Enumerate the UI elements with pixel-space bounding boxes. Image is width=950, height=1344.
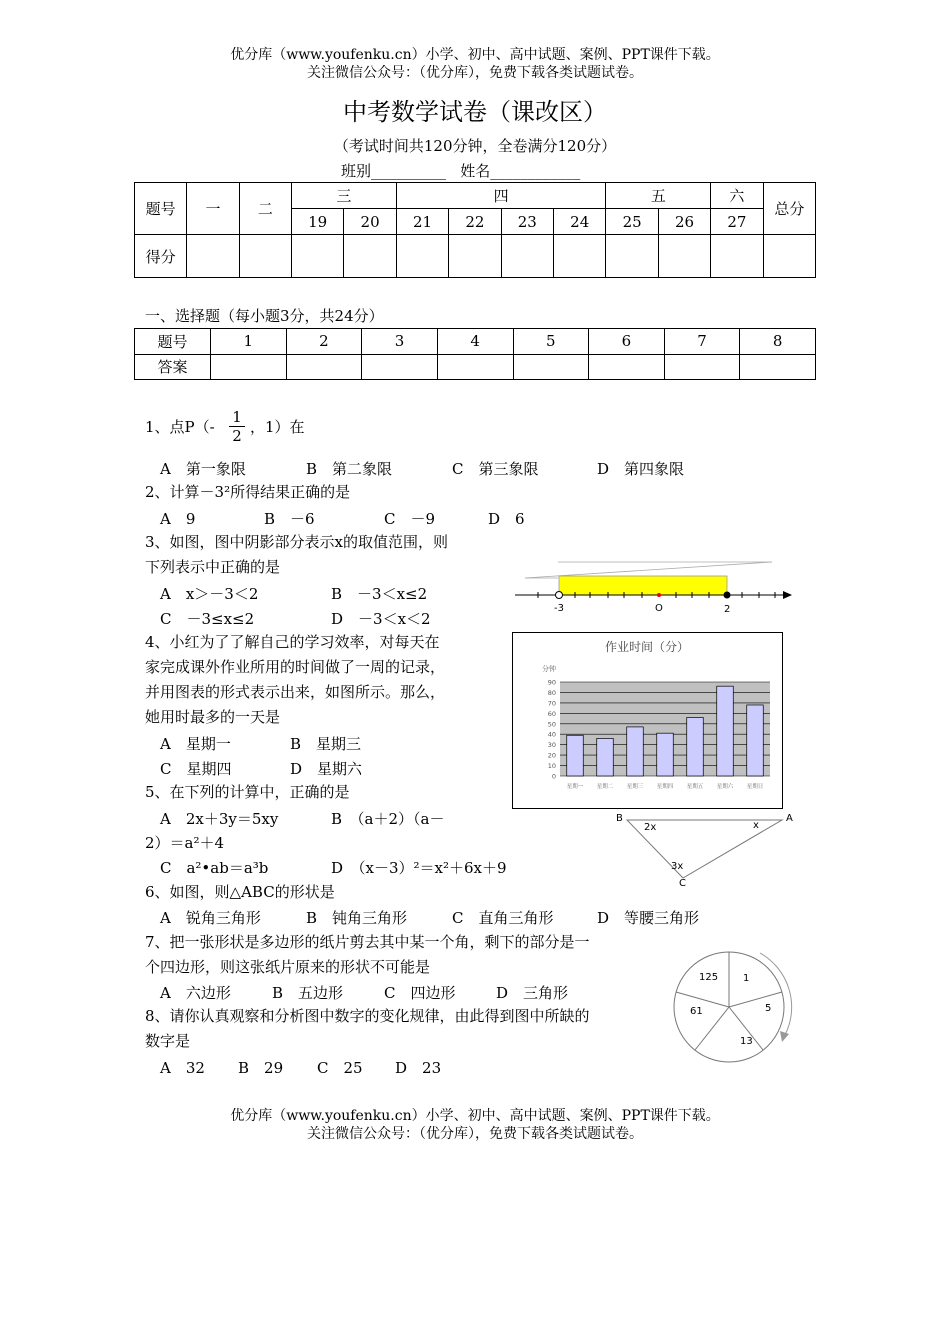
score-num: 24: [554, 209, 606, 235]
answer-th-daan: 答案: [135, 354, 211, 380]
q5-option-b-cont: 2）＝a²＋4: [145, 834, 225, 852]
rotation-arrow-head-icon: [780, 1031, 789, 1042]
q7-text-line1: 7、把一张形状是多边形的纸片剪去其中某一个角，剩下的部分是一: [145, 933, 590, 951]
q1-option-d[interactable]: D 第四象限: [597, 460, 685, 478]
number-line-figure: [510, 558, 800, 618]
name-line: 班别__________ 姓名____________: [341, 162, 581, 180]
chart-ytick-label: 10: [547, 762, 556, 771]
q8-option-c[interactable]: C 25: [317, 1059, 363, 1077]
circle-number: 5: [765, 1003, 772, 1014]
q3-text-line1: 3、如图，图中阴影部分表示x的取值范围，则: [145, 533, 449, 551]
q1-text-post: ，1）在: [250, 418, 305, 436]
footer-line-2: 关注微信公众号：（优分库），免费下载各类试题试卷。: [307, 1126, 643, 1142]
q1-fraction-num: 1: [232, 408, 242, 426]
chart-ytick-label: 70: [547, 699, 556, 708]
chart-xtick-label: 星期五: [686, 784, 704, 790]
chart-bar: [717, 686, 734, 776]
header-line-2: 关注微信公众号：（优分库），免费下载各类试题试卷。: [307, 65, 643, 81]
answer-num: 1: [211, 329, 287, 355]
arrow-right-icon: [783, 591, 792, 599]
q4-text-line1: 4、小红为了了解自己的学习效率，对每天在: [145, 633, 440, 651]
q7-text-line2: 个四边形，则这张纸片原来的形状不可能是: [145, 958, 431, 976]
score-th-tihao: 题号: [135, 183, 187, 235]
score-cell[interactable]: [187, 235, 239, 278]
chart-bar: [657, 733, 674, 776]
chart-title: 作业时间（分）: [604, 640, 690, 654]
q3-option-d[interactable]: D －3＜x＜2: [331, 610, 431, 628]
q4-option-a[interactable]: A 星期一: [160, 735, 231, 753]
chart-ytick-label: 90: [547, 678, 556, 687]
q7-option-c[interactable]: C 四边形: [384, 984, 456, 1002]
q4-text-line4: 她用时最多的一天是: [145, 708, 281, 726]
closed-circle-2: [724, 592, 731, 599]
q1-option-c[interactable]: C 第三象限: [452, 460, 539, 478]
q8-text-line2: 数字是: [145, 1032, 191, 1050]
q4-option-b[interactable]: B 星期三: [290, 735, 362, 753]
q5-option-b[interactable]: B （a＋2）（a－: [331, 810, 445, 828]
q8-option-d[interactable]: D 23: [395, 1059, 442, 1077]
header-line-1: 优分库（www.youfenku.cn）小学、初中、高中试题、案例、PPT课件下载。: [230, 47, 720, 63]
score-num: 27: [711, 209, 763, 235]
circle-number: 13: [740, 1036, 753, 1047]
answer-num: 6: [589, 329, 665, 355]
q2-option-c[interactable]: C －9: [384, 510, 436, 528]
q2-option-b[interactable]: B －6: [264, 510, 315, 528]
chart-xtick-label: 星期一: [566, 784, 584, 790]
chart-xtick-label: 星期日: [746, 784, 764, 790]
chart-bar: [597, 738, 614, 776]
chart-bar: [747, 705, 764, 776]
footer-line-1: 优分库（www.youfenku.cn）小学、初中、高中试题、案例、PPT课件下载。: [230, 1108, 720, 1124]
chart-bar: [627, 727, 644, 776]
q7-option-a[interactable]: A 六边形: [160, 984, 231, 1002]
answer-num: 5: [513, 329, 589, 355]
score-th-sec1: 一: [187, 183, 239, 235]
score-cell[interactable]: [763, 235, 815, 278]
score-num: 19: [291, 209, 343, 235]
q3-option-a[interactable]: A x＞－3＜2: [160, 585, 259, 603]
score-cell[interactable]: [449, 235, 501, 278]
chart-ytick-label: 50: [547, 720, 556, 729]
score-th-total: 总分: [763, 183, 815, 235]
q1-option-b[interactable]: B 第二象限: [306, 460, 393, 478]
chart-ytick-label: 60: [547, 709, 556, 718]
number-line-guide: [525, 562, 772, 578]
q4-option-d[interactable]: D 星期六: [290, 760, 363, 778]
vertex-c: C: [679, 878, 686, 889]
q5-option-a[interactable]: A 2x＋3y＝5xy: [160, 810, 279, 828]
score-num: 21: [396, 209, 448, 235]
answer-num: 7: [664, 329, 740, 355]
score-num: 22: [449, 209, 501, 235]
q6-option-b[interactable]: B 钝角三角形: [306, 909, 408, 927]
q2-option-a[interactable]: A 9: [160, 510, 196, 528]
q5-text: 5、在下列的计算中，正确的是: [145, 783, 350, 801]
chart-ytick-label: 20: [547, 751, 556, 760]
score-th-sec2: 二: [239, 183, 291, 235]
q6-option-c[interactable]: C 直角三角形: [452, 909, 554, 927]
chart-ytick-label: 30: [547, 741, 556, 750]
score-th-sec4: 四: [396, 183, 606, 209]
subtitle: （考试时间共120分钟，全卷满分120分）: [333, 137, 617, 155]
q3-option-c[interactable]: C －3≤x≤2: [160, 610, 255, 628]
score-cell[interactable]: [396, 235, 448, 278]
q8-option-b[interactable]: B 29: [238, 1059, 284, 1077]
answer-num: 8: [740, 329, 816, 355]
q1-text-pre: 1、点P（-: [145, 418, 215, 436]
label-2: 2: [724, 604, 731, 615]
answer-th-tihao: 题号: [135, 329, 211, 355]
score-cell[interactable]: [501, 235, 553, 278]
chart-bar: [567, 735, 584, 776]
score-th-sec3: 三: [291, 183, 396, 209]
q2-text: 2、计算－3²所得结果正确的是: [145, 483, 351, 501]
answer-cell[interactable]: [286, 354, 362, 380]
triangle-figure: [610, 808, 800, 890]
q4-text-line2: 家完成课外作业所用的时间做了一周的记录，: [145, 658, 446, 676]
score-cell[interactable]: [711, 235, 763, 278]
q1-fraction-den: 2: [232, 427, 242, 445]
chart-ytick-label: 0: [551, 772, 556, 781]
q3-text-line2: 下列表示中正确的是: [145, 558, 281, 576]
chart-xtick-label: 星期六: [716, 784, 734, 790]
chart-ytick-label: 80: [547, 688, 556, 697]
vertex-a: A: [786, 813, 793, 824]
angle-c-label: 3x: [671, 861, 684, 872]
chart-xtick-label: 星期四: [656, 784, 674, 790]
q6-option-a[interactable]: A 锐角三角形: [160, 909, 261, 927]
score-num: 23: [501, 209, 553, 235]
q8-option-a[interactable]: A 32: [160, 1059, 205, 1077]
answer-num: 3: [362, 329, 438, 355]
answer-cell[interactable]: [589, 354, 665, 380]
q5-option-c[interactable]: C a²•ab＝a³b: [160, 859, 269, 877]
q4-text-line3: 并用图表的形式表示出来，如图所示。那么，: [145, 683, 446, 701]
angle-a-label: x: [753, 820, 759, 831]
q6-option-d[interactable]: D 等腰三角形: [597, 909, 700, 927]
chart-ytick-label: 40: [547, 730, 556, 739]
score-num: 20: [344, 209, 396, 235]
score-th-sec6: 六: [711, 183, 763, 209]
q4-option-c[interactable]: C 星期四: [160, 760, 232, 778]
answer-cell[interactable]: [664, 354, 740, 380]
q8-text-line1: 8、请你认真观察和分析图中数字的变化规律，由此得到图中所缺的: [145, 1007, 590, 1025]
bar-chart: [512, 632, 784, 810]
score-cell[interactable]: [554, 235, 606, 278]
q3-option-b[interactable]: B －3＜x≤2: [331, 585, 428, 603]
q2-option-d[interactable]: D 6: [488, 510, 525, 528]
answer-cell[interactable]: [211, 354, 287, 380]
score-cell[interactable]: [606, 235, 658, 278]
score-cell[interactable]: [658, 235, 710, 278]
score-cell[interactable]: [239, 235, 291, 278]
score-num: 25: [606, 209, 658, 235]
chart-ylabel: 分钟: [542, 665, 556, 673]
score-th-sec5: 五: [606, 183, 711, 209]
section1-title: 一、选择题（每小题3分，共24分）: [145, 307, 384, 325]
chart-bar: [687, 718, 704, 776]
page-title: 中考数学试卷（课改区）: [343, 98, 607, 126]
angle-b-label: 2x: [644, 822, 657, 833]
answer-cell[interactable]: [513, 354, 589, 380]
q1-fraction: [226, 408, 248, 445]
chart-xtick-label: 星期二: [596, 784, 614, 790]
answer-cell[interactable]: [740, 354, 816, 380]
origin-dot: [657, 593, 661, 597]
answer-num: 4: [437, 329, 513, 355]
circle-number: 61: [690, 1006, 703, 1017]
q7-option-d[interactable]: D 三角形: [496, 984, 569, 1002]
circle-figure: [668, 945, 800, 1070]
score-row-label: 得分: [135, 235, 187, 278]
answer-cell[interactable]: [362, 354, 438, 380]
answer-table: [134, 328, 816, 380]
chart-xtick-label: 星期三: [626, 784, 644, 790]
q7-option-b[interactable]: B 五边形: [272, 984, 344, 1002]
label-minus3: -3: [554, 603, 564, 614]
open-circle-minus3: [556, 592, 563, 599]
shaded-range: [559, 576, 727, 595]
q6-text: 6、如图，则△ABC的形状是: [145, 883, 335, 901]
score-table: [134, 182, 816, 278]
score-cell[interactable]: [344, 235, 396, 278]
label-origin: O: [655, 603, 663, 614]
circle-number: 125: [699, 972, 719, 983]
score-num: 26: [658, 209, 710, 235]
answer-num: 2: [286, 329, 362, 355]
circle-number: 1: [743, 973, 750, 984]
q1-option-a[interactable]: A 第一象限: [160, 460, 246, 478]
score-cell[interactable]: [291, 235, 343, 278]
answer-cell[interactable]: [437, 354, 513, 380]
vertex-b: B: [616, 813, 623, 824]
q5-option-d[interactable]: D （x－3）²＝x²＋6x＋9: [331, 859, 507, 877]
